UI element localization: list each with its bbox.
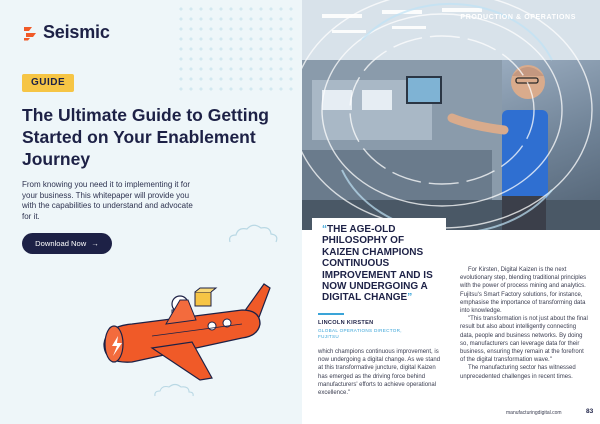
dot-pattern-decoration (176, 4, 296, 94)
ad-subcopy: From knowing you need it to implementing it for your business. This whitepaper will provide you with the capabilities to understand and advocate for it. (22, 180, 193, 221)
seismic-logo-icon (22, 25, 38, 41)
download-now-button[interactable] (22, 233, 112, 254)
factory-worker-photo-illustration (302, 0, 600, 230)
guide-badge: GUIDE (22, 74, 74, 92)
cloud-icon (226, 222, 280, 244)
article-paragraph: For Kirsten, Digital Kaizen is the next evolutionary step, blending traditional principles with the power of process mining and analytics. Fujitsu's Smart Factory solutions, for instance, emphasise the importance of transforming data into knowledge. (460, 267, 587, 315)
rocket-plane-illustration (92, 270, 282, 390)
brand-name: Seismic (43, 22, 110, 42)
author-role-title: GLOBAL OPERATIONS DIRECTOR, (318, 328, 402, 333)
quote-divider (318, 313, 344, 315)
article-paragraph: "This transformation is not just about the final result but also about intelligently connecting data, people and business networks. By doing so, manufacturers can leverage data for their business, ensuring they remain at the forefront of the digital transformation wave." (460, 316, 588, 364)
arrow-right-icon: → (91, 239, 99, 248)
pull-quote (322, 224, 438, 304)
footer-url: manufacturingdigital.com (506, 410, 562, 416)
author-role (318, 328, 402, 339)
factory-photo (302, 0, 600, 230)
article-body-right-column (460, 266, 588, 381)
pull-quote-text: THE AGE-OLD PHILOSOPHY OF KAIZEN CHAMPIONS CONTINUOUS IMPROVEMENT AND IS NOW UNDERGOING A DIGITAL CHANGE (322, 224, 433, 304)
article-paragraph: The manufacturing sector has witnessed unprecedented challenges in recent times. (460, 365, 576, 380)
seismic-logo (22, 22, 110, 43)
author-role-company: FUJITSU (318, 333, 339, 339)
page-number: 83 (586, 408, 594, 415)
ad-headline: The Ultimate Guide to Getting Started on Your Enablement Journey (22, 105, 269, 169)
open-quote-mark: “ (322, 224, 327, 235)
author-name: LINCOLN KIRSTEN (318, 320, 374, 326)
close-quote-mark: ” (407, 292, 413, 304)
magazine-page (302, 0, 600, 424)
article-body-left-column: which champions continuous improvement, is now undergoing a digital change. As we stand at this transformative juncture, digital Kaizen has emerged as the driving force behind manufacturers' efforts to achieve operational excellence." (318, 349, 441, 397)
download-button-label: Download Now (35, 239, 87, 248)
section-label: PRODUCTION & OPERATIONS (460, 14, 576, 21)
